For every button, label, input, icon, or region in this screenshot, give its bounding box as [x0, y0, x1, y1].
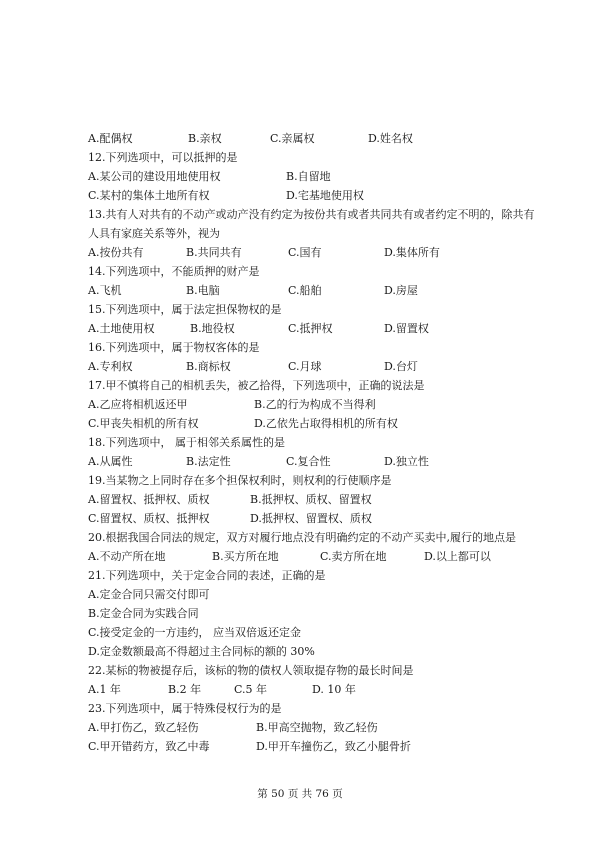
q23-option-b: B.甲高空抛物，致乙轻伤 [256, 721, 378, 734]
q19-option-c: C.留置权、质权、抵押权 [88, 512, 210, 525]
q14-stem: 14.下列选项中，不能质押的财产是 [88, 265, 260, 278]
q15-option-b: B.地役权 [190, 322, 235, 335]
q22-stem: 22.某标的物被提存后，该标的物的债权人领取提存物的最长时间是 [88, 664, 414, 677]
q13-option-a: A.按份共有 [88, 246, 144, 259]
q23-option-d: D.甲开车撞伤乙，致乙小腿骨折 [256, 740, 411, 753]
q18-option-c: C.复合性 [286, 455, 331, 468]
q20-option-d: D.以上都可以 [424, 550, 491, 563]
q20-stem: 20.根据我国合同法的规定，双方对履行地点没有明确约定的不动产买卖中,履行的地点是 [88, 531, 516, 544]
q16-stem: 16.下列选项中，属于物权客体的是 [88, 341, 260, 354]
q13-option-d: D.集体所有 [384, 246, 440, 259]
q20-option-c: C.卖方所在地 [320, 550, 387, 563]
q17-option-a: A.乙应将相机返还甲 [88, 398, 188, 411]
page-number-footer: 第 50 页 共 76 页 [257, 788, 343, 800]
q14-option-b: B.电脑 [186, 284, 220, 297]
q19-option-d: D.抵押权、留置权、质权 [250, 512, 372, 525]
q13-option-c: C.国有 [288, 246, 322, 259]
q14-option-a: A.飞机 [88, 284, 122, 297]
q17-option-c: C.甲丧失相机的所有权 [88, 417, 199, 430]
q14-option-c: C.船舶 [288, 284, 322, 297]
q17-option-d: D.乙依先占取得相机的所有权 [254, 417, 398, 430]
q19-stem: 19.当某物之上同时存在多个担保权利时，则权利的行使顺序是 [88, 474, 392, 487]
q15-stem: 15.下列选项中，属于法定担保物权的是 [88, 303, 282, 316]
q16-option-b: B.商标权 [186, 360, 231, 373]
q22-option-d: D. 10 年 [312, 683, 356, 696]
q22-option-c: C.5 年 [234, 683, 268, 696]
q13-option-b: B.共同共有 [186, 246, 242, 259]
q13-stem-line2: 人具有家庭关系等外，视为 [88, 227, 220, 240]
q12-option-a: A.某公司的建设用地使用权 [88, 170, 221, 183]
q23-stem: 23.下列选项中，属于特殊侵权行为的是 [88, 702, 282, 715]
q21-option-b: B.定金合同为实践合同 [88, 607, 199, 620]
q21-option-c: C.接受定金的一方违约， 应当双倍返还定金 [88, 626, 302, 639]
q18-option-b: B.法定性 [186, 455, 231, 468]
q16-option-a: A.专利权 [88, 360, 133, 373]
q19-option-a: A.留置权、抵押权、质权 [88, 493, 210, 506]
q15-option-a: A.土地使用权 [88, 322, 155, 335]
q17-option-b: B.乙的行为构成不当得利 [254, 398, 376, 411]
q20-option-a: A.不动产所在地 [88, 550, 166, 563]
q20-option-b: B.买方所在地 [212, 550, 279, 563]
q12-option-b: B.自留地 [286, 170, 331, 183]
q18-option-a: A.从属性 [88, 455, 133, 468]
q23-option-a: A.甲打伤乙，致乙轻伤 [88, 721, 199, 734]
q18-stem: 18.下列选项中， 属于相邻关系属性的是 [88, 436, 285, 449]
q22-option-b: B.2 年 [168, 683, 202, 696]
q11-option-d: D.姓名权 [368, 132, 413, 145]
q12-option-d: D.宅基地使用权 [286, 189, 364, 202]
q23-option-c: C.甲开错药方，致乙中毒 [88, 740, 210, 753]
q15-option-c: C.抵押权 [288, 322, 333, 335]
q18-option-d: D.独立性 [384, 455, 429, 468]
q11-option-b: B.亲权 [188, 132, 222, 145]
q17-stem: 17.甲不慎将自己的相机丢失，被乙拾得，下列选项中，正确的说法是 [88, 379, 425, 392]
q21-option-d: D.定金数额最高不得超过主合同标的额的 30% [88, 645, 315, 658]
q11-option-c: C.亲属权 [270, 132, 315, 145]
q11-option-a: A.配偶权 [88, 132, 133, 145]
q16-option-d: D.台灯 [384, 360, 418, 373]
q13-stem-line1: 13.共有人对共有的不动产或动产没有约定为按份共有或者共同共有或者约定不明的，除共有 [88, 208, 535, 221]
q14-option-d: D.房屋 [384, 284, 418, 297]
q12-stem: 12.下列选项中，可以抵押的是 [88, 151, 238, 164]
q21-stem: 21.下列选项中，关于定金合同的表述，正确的是 [88, 569, 326, 582]
q19-option-b: B.抵押权、质权、留置权 [250, 493, 372, 506]
q15-option-d: D.留置权 [384, 322, 429, 335]
q21-option-a: A.定金合同只需交付即可 [88, 588, 210, 601]
q22-option-a: A.1 年 [88, 683, 121, 696]
q12-option-c: C.某村的集体土地所有权 [88, 189, 210, 202]
q16-option-c: C.月球 [288, 360, 322, 373]
